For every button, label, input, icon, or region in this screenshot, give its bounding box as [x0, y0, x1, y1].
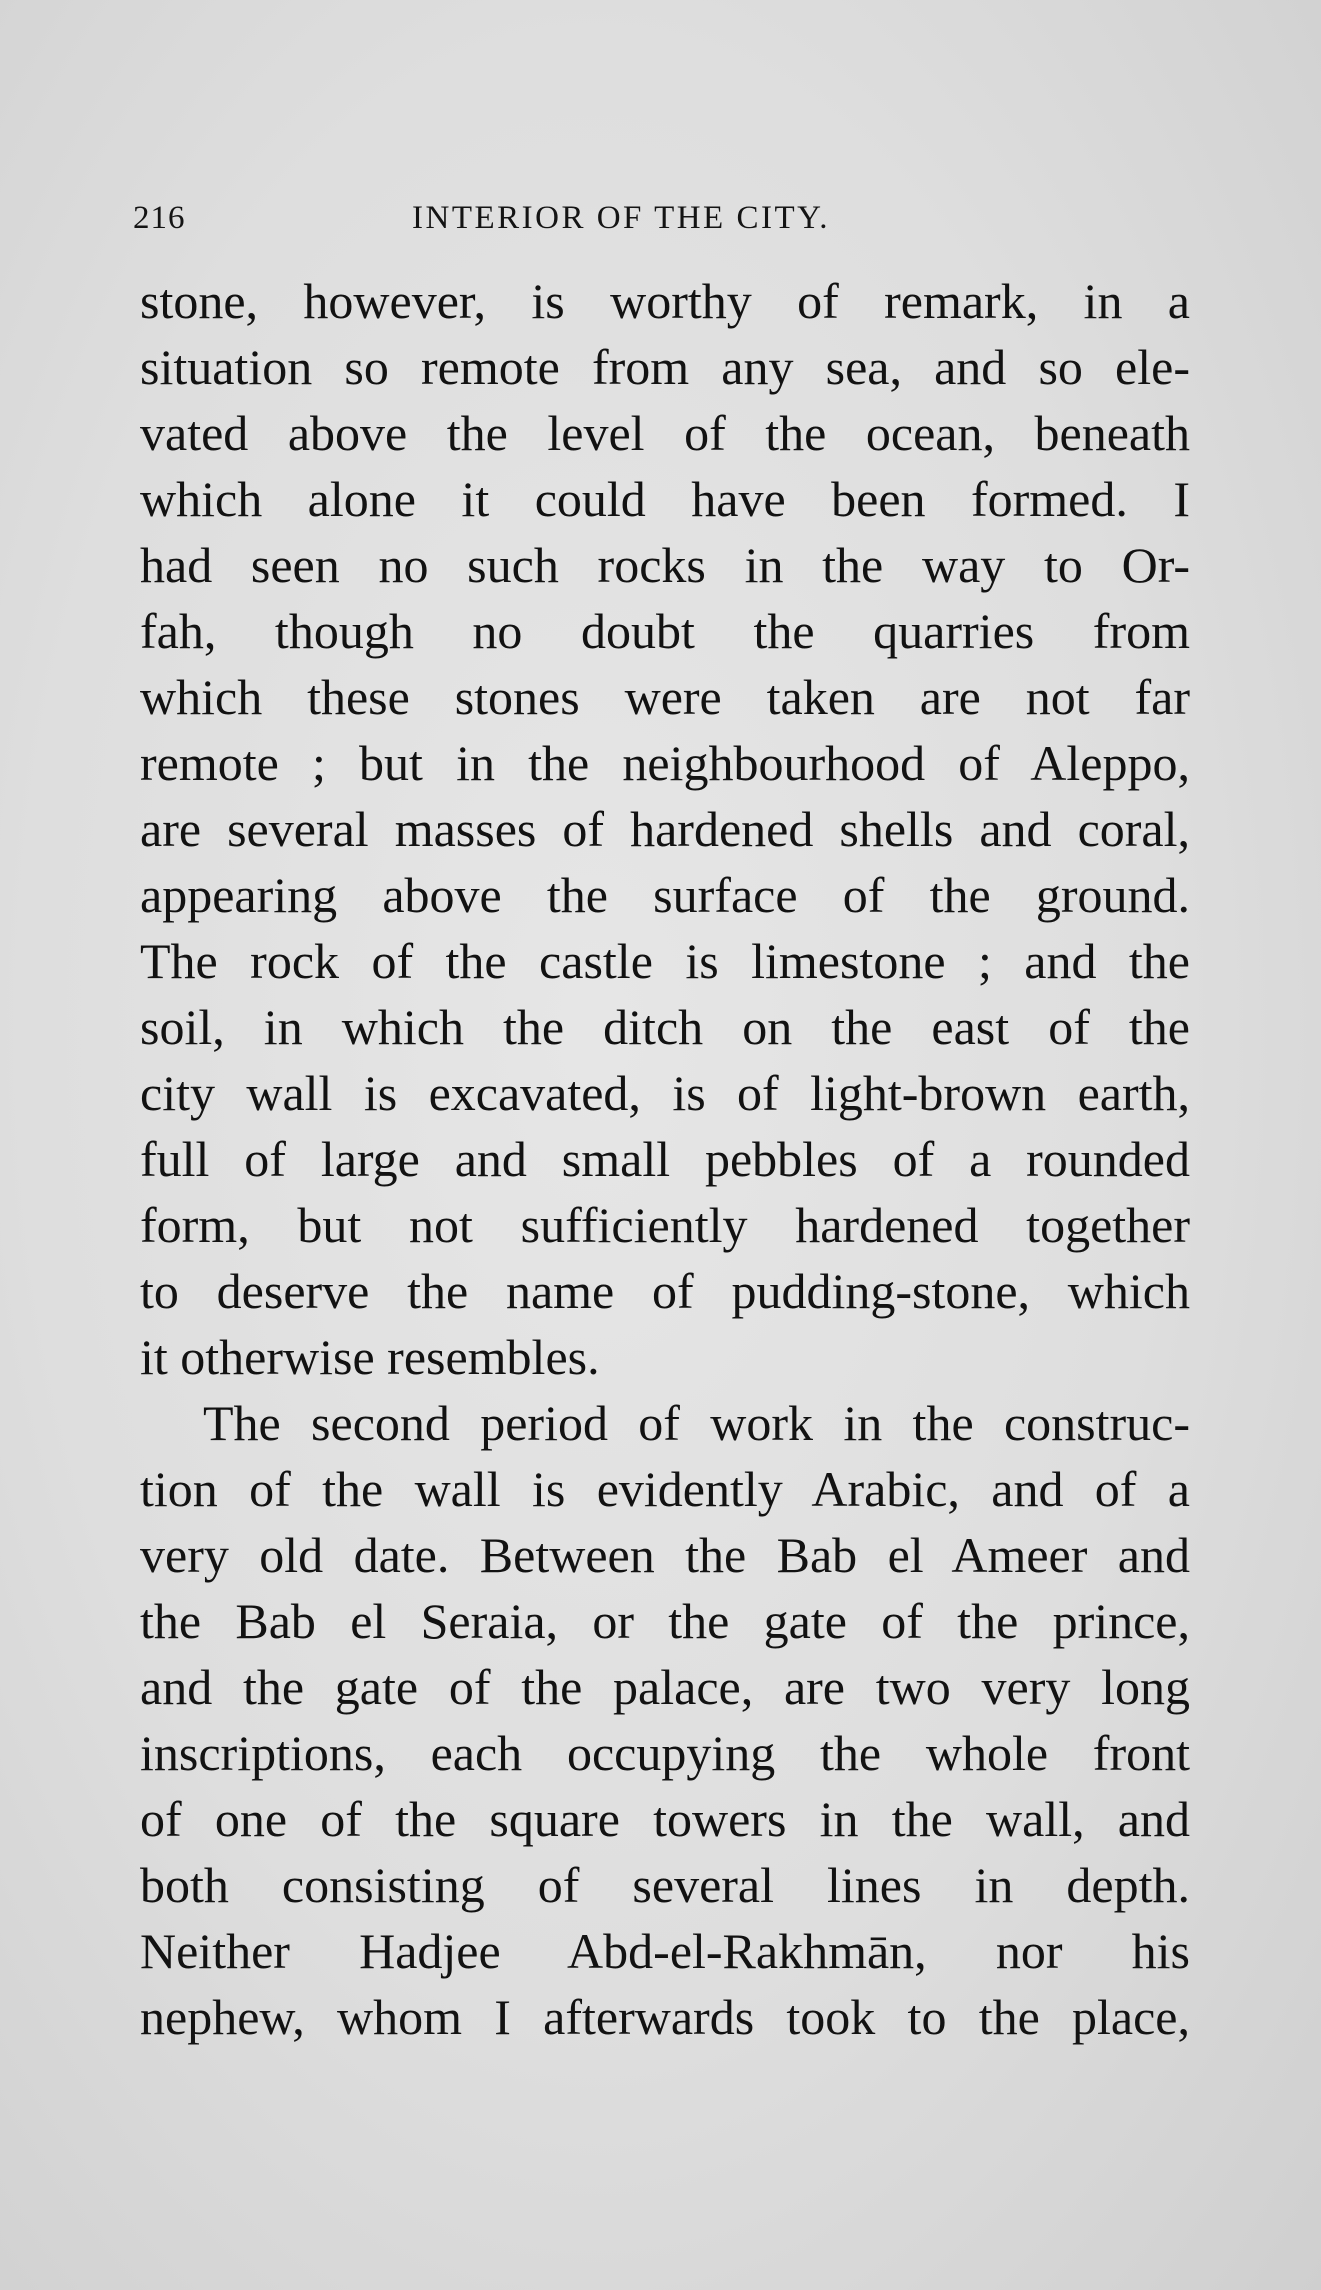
text-line: which these stones were taken are not far: [140, 669, 1190, 725]
text-line: tion of the wall is evidently Arabic, and of a: [140, 1461, 1190, 1517]
text-line: soil, in which the ditch on the east of the: [140, 999, 1190, 1055]
text-line: had seen no such rocks in the way to Or-: [140, 537, 1190, 593]
text-line: The rock of the castle is limestone ; and the: [140, 933, 1190, 989]
text-line: and the gate of the palace, are two very long: [140, 1659, 1190, 1715]
text-line: situation so remote from any sea, and so ele-: [140, 339, 1190, 395]
text-line: vated above the level of the ocean, beneath: [140, 405, 1190, 461]
text-line: fah, though no doubt the quarries from: [140, 603, 1190, 659]
paragraph: [140, 1390, 1190, 2050]
text-line: inscriptions, each occupying the whole front: [140, 1725, 1190, 1781]
text-line: full of large and small pebbles of a rounded: [140, 1131, 1190, 1187]
page-number: 216: [133, 200, 186, 236]
body-text: [140, 268, 1190, 2050]
text-line: Neither Hadjee Abd-el-Rakhmān, nor his: [140, 1923, 1190, 1979]
text-line: The second period of work in the construc-: [203, 1395, 1190, 1451]
running-head: INTERIOR OF THE CITY.: [412, 200, 830, 236]
text-line: it otherwise resembles.: [140, 1329, 600, 1385]
text-line: stone, however, is worthy of remark, in a: [140, 273, 1190, 329]
text-line: appearing above the surface of the ground.: [140, 867, 1190, 923]
text-line: nephew, whom I afterwards took to the place,: [140, 1989, 1190, 2045]
page-header: [133, 200, 1188, 250]
text-line: are several masses of hardened shells and coral,: [140, 801, 1190, 857]
paragraph: [140, 268, 1190, 1390]
text-line: to deserve the name of pudding-stone, which: [140, 1263, 1190, 1319]
text-line: very old date. Between the Bab el Ameer and: [140, 1527, 1190, 1583]
text-line: remote ; but in the neighbourhood of Aleppo,: [140, 735, 1190, 791]
text-line: the Bab el Seraia, or the gate of the prince,: [140, 1593, 1190, 1649]
text-line: of one of the square towers in the wall, and: [140, 1791, 1190, 1847]
text-line: which alone it could have been formed. I: [140, 471, 1190, 527]
text-line: both consisting of several lines in depth.: [140, 1857, 1190, 1913]
text-line: form, but not sufficiently hardened together: [140, 1197, 1190, 1253]
text-line: city wall is excavated, is of light-brown earth,: [140, 1065, 1190, 1121]
